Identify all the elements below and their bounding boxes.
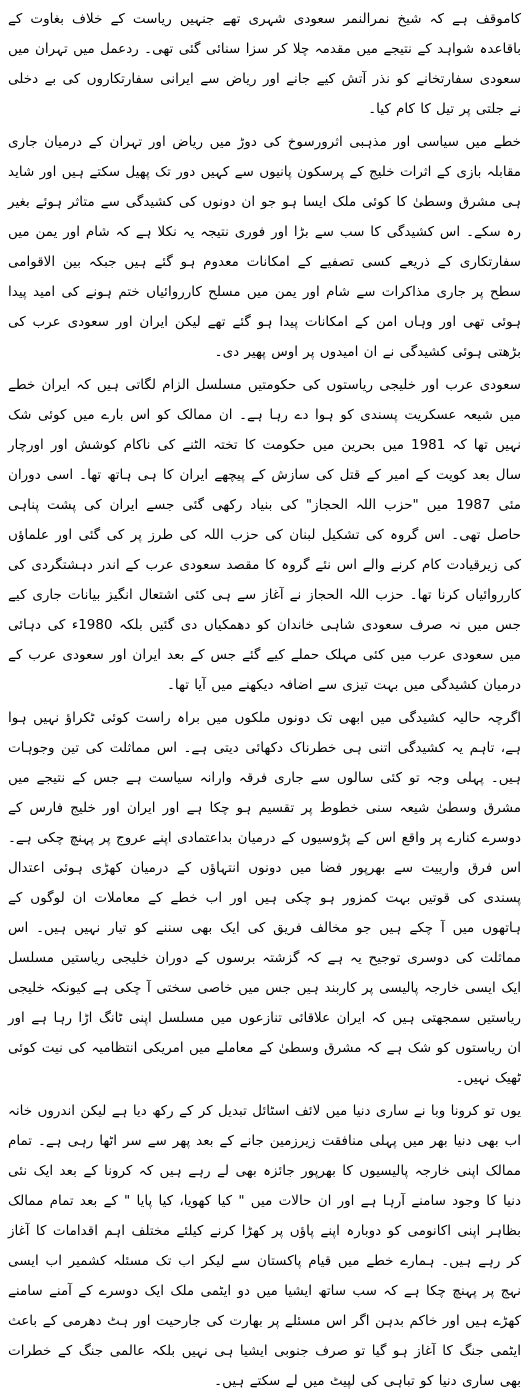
article-paragraph-2: خطے میں سیاسی اور مذہبی اثرورسوخ کی دوڑ میں ریاض اور تہران کے درمیان جاری مقابلہ بازی کے اثرات خلیج کے پرسکون پانیوں سے کہیں دور تک پھیل سکتے ہیں اور شاید ہی مشرق وسطیٰ کا کوئی ملک ایسا ہو جو ان دونوں کی کشیدگی سے متاثر ہوئے بغیر رہ سکے۔ اس کشیدگی کا سب سے بڑا اور فوری نتیجہ یہ نکلا ہے کہ شام اور یمن میں سفارتکاری کے ذریعے کسی تصفیے کے امکانات معدوم ہو گئے ہیں جبکہ بین الاقوامی سطح پر جاری مذاکرات سے شام اور یمن میں مسلح کارروائیاں ختم ہونے کی امید پیدا ہوئی تھی اور وہاں امن کے امکانات پیدا ہو گئے تھے لیکن ایران اور سعودی عرب کی بڑھتی ہوئی کشیدگی نے ان امیدوں پر اوس پھیر دی۔	[8, 134, 521, 360]
article-paragraph-1: کاموقف ہے کہ شیخ نمرالنمر سعودی شہری تھے جنہیں ریاست کے خلاف بغاوت کے باقاعدہ شواہد کے نتیجے میں مقدمہ چلا کر سزا سنائی گئی تھی۔ ردعمل میں تہران میں سعودی سفارتخانے کو نذر آتش کیے جانے اور ریاض سے ایرانی سفارتکاروں کی بے دخلی نے جلتی پر تیل کا کام کیا۔	[8, 11, 521, 117]
article-paragraph-4: اگرچہ حالیہ کشیدگی میں ابھی تک دونوں ملکوں میں براہ راست کوئی ٹکراؤ نہیں ہوا ہے، تاہم یہ کشیدگی اتنی ہی خطرناک دکھائی دیتی ہے۔ اس مماثلت کی تین وجوہات ہیں۔ پہلی وجہ تو کئی سالوں سے جاری فرقہ وارانہ سیاست ہے جس کے نتیجے میں مشرق وسطیٰ شیعہ سنی خطوط پر تقسیم ہو چکا ہے اور ایران اور خلیج فارس کے دوسرے کنارے پر واقع اس کے پڑوسیوں کے درمیان بداعتمادی اپنے عروج پر پہنچ چکی ہے۔ اس فرق وارییت سے بھرپور فضا میں دونوں انتہاؤں کے درمیان کھڑی ہوئی اعتدال پسندی کی قوتیں بہت کمزور ہو چکی ہیں اور اب خطے کے معاملات ان لوگوں کے ہاتھوں میں آ چکے ہیں جو مخالف فریق کی ایک بھی سننے کو تیار نہیں ہیں۔ اس مماثلت کی دوسری توجیح یہ ہے کہ گزشتہ برسوں کے دوران خلیجی ریاستیں مسلسل ایک ایسی خارجہ پالیسی پر کاربند ہیں جس میں خاصی سختی آ چکی ہے کیونکہ خلیجی ریاستیں سمجھتی ہیں کہ ایران علاقائی تنازعوں میں مسلسل اپنی ٹانگ اڑا رہا ہے اور ان ریاستوں کو شک ہے کہ مشرق وسطیٰ کے معاملے میں امریکی انتظامیہ کی نیت کوئی ٹھیک نہیں۔	[8, 710, 521, 1086]
article-paragraph-3: سعودی عرب اور خلیجی ریاستوں کی حکومتیں مسلسل الزام لگاتی ہیں کہ ایران خطے میں شیعہ عسکریت پسندی کو ہوا دے رہا ہے۔ ان ممالک کو اس بارے میں کوئی شک نہیں تھا کہ 1981 میں بحرین میں حکومت کا تختہ الٹنے کی ناکام کوشش اور اورچار سال بعد کویت کے امیر کے قتل کی سازش کے پیچھے ایران کا ہی ہاتھ تھا۔ اسی دوران مئی 1987 میں "حزب اللہ الحجاز" کی بنیاد رکھی گئی جسے ایران کی پشت پناہی حاصل تھی۔ اس گروہ کی تشکیل لبنان کی حزب اللہ کی طرز پر کی گئی اور علماؤں کی زیرقیادت کام کرنے والے اس نئے گروہ کا مقصد سعودی عرب کے اندر دہشتگردی کی کارروائیاں کرنا تھا۔ حزب اللہ الحجاز نے آغاز سے ہی کئی اشتعال انگیز بیانات جاری کیے جس میں نہ صرف سعودی شاہی خاندان کو دھمکیاں دی گئیں بلکہ 1980ء کی دہائی میں سعودی عرب میں کئی مہلک حملے کیے گئے جس کے بعد ایران اور سعودی عرب کے درمیان کشیدگی میں بہت تیزی سے اضافہ دیکھنے میں آیا تھا۔	[8, 377, 521, 693]
article-paragraph-5: یوں تو کرونا وبا نے ساری دنیا میں لائف اسٹائل تبدیل کر کے رکھ دیا ہے لیکن اندروں خانہ اب بھی دنیا بھر میں پہلی منافقت زیرزمین جانے کے بعد پھر سے سر اٹھا رہی ہے۔ تمام ممالک اپنی خارجہ پالیسیوں کا بھرپور جائزہ بھی لے رہے ہیں کہ کرونا کے بعد ایک نئی دنیا کا وجود سامنے آرہا ہے اور ان حالات میں " کیا کھویا، کیا پایا " کے بعد تمام ممالک بظاہر اپنی اکانومی کو دوبارہ اپنے پاؤں پر کھڑا کرنے کیلئے مختلف اہم اقدامات کا آغاز کر رہے ہیں۔ ہمارے خطے میں قیام پاکستان سے لیکر اب تک مسئلہ کشمیر اب ایسی نہج پر پہنچ چکا ہے کہ سب ساتھ ایشیا میں دو ایٹمی ملک ایک دوسرے کے آمنے سامنے کھڑے ہیں اور خاکم بدہن اگر اس مسئلے پر بھارت کی جارحیت اور ہٹ دھرمی کے باعث ایٹمی جنگ کا آغاز ہو گیا تو صرف جنوبی ایشیا ہی نہیں بلکہ عالمی جنگ کے خطرات بھی ساری دنیا کو تباہی کی لپیٹ میں لے سکتے ہیں۔	[8, 1103, 521, 1389]
